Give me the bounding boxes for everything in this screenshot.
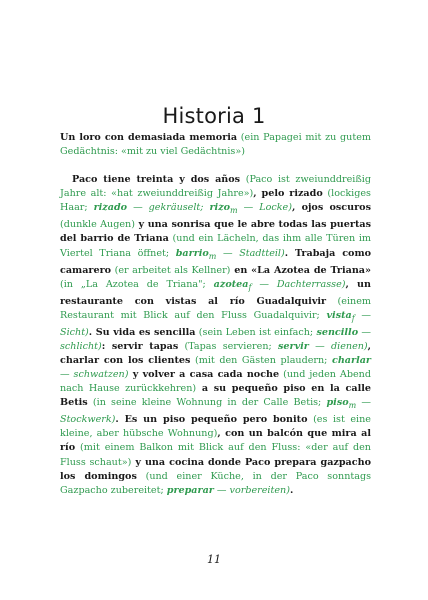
vocab-term: sencillo <box>316 326 359 338</box>
vocab-term: charlar <box>331 354 371 366</box>
german-gloss: (mit einem Balkon mit Blick auf den Fluss: «der auf den Fluss schaut») <box>60 442 371 468</box>
german-gloss: (und einer Küche, in der Paco sonntags Gazpacho zubereitet; <box>60 470 372 496</box>
chapter-title: Historia 1 <box>162 104 266 129</box>
spanish-text: . Trabaja como camarero <box>60 247 371 276</box>
german-gloss: (Tapas servieren; <box>178 340 279 352</box>
spanish-text: Un loro con demasiada memoria <box>60 132 238 143</box>
story-text <box>60 131 371 498</box>
spanish-text: en «La Azotea de Triana» <box>230 264 372 276</box>
german-gloss: (er arbeitet als Kellner) <box>111 264 231 276</box>
gender-marker: f <box>248 282 252 292</box>
paragraph-gap <box>60 159 371 173</box>
german-gloss: (in seine kleine Wohnung in der Calle Betis; <box>87 397 327 409</box>
page-number: 11 <box>207 553 221 566</box>
vocab-meaning: — vorbereiten) <box>213 484 290 496</box>
vocab-term: azotea <box>213 278 249 290</box>
vocab-meaning: — Stadtteil) <box>216 247 285 259</box>
heading-paragraph <box>60 131 371 159</box>
spanish-text: , ojos oscuros <box>291 202 371 214</box>
spanish-text: a su pequeño piso en la calle Betis <box>60 383 371 409</box>
german-gloss: (mit den Gästen plaudern; <box>190 354 332 366</box>
vocab-meaning: — Sicht) <box>60 309 371 338</box>
spanish-text: . Es un piso pequeño pero bonito <box>115 414 308 426</box>
spanish-text: y una cocina donde Paco prepara gazpacho los domingos <box>60 456 371 482</box>
german-gloss: (einem Restaurant mit Blick auf den Fluss Guadalquivir; <box>60 295 371 321</box>
german-gloss: (Paco ist zweiunddreißig Jahre alt: «hat zweiunddreißig Jahre») <box>60 174 371 200</box>
vocab-term: preparar <box>166 484 214 496</box>
vocab-term: rizo <box>209 202 231 214</box>
german-gloss: (in „La Azotea de Triana"; <box>60 278 214 290</box>
spanish-text: y una sonrisa que le abre todas las puertas del barrio de Triana <box>60 219 371 245</box>
vocab-meaning: — dienen) <box>308 340 368 352</box>
vocab-term: servir <box>278 340 309 352</box>
spanish-text: , con un balcón que mira al río <box>60 428 372 454</box>
spanish-text: , charlar con los clientes <box>60 340 372 366</box>
spanish-text: , un restaurante con vistas al río Guadalquivir <box>60 278 371 307</box>
vocab-meaning: — schwatzen) <box>60 369 129 381</box>
vocab-term: piso <box>326 397 349 409</box>
story-paragraph <box>60 173 371 498</box>
vocab-meaning: — Dachterrasse) <box>251 278 346 290</box>
gender-marker: m <box>230 206 238 216</box>
gender-marker: f <box>351 313 355 323</box>
german-gloss: (ein Papagei mit zu gutem Gedächtnis: «mit zu viel Gedächtnis») <box>60 132 371 158</box>
vocab-meaning: — Locke) <box>237 202 292 214</box>
spanish-text: Paco tiene treinta y dos años <box>72 174 241 186</box>
spanish-text: , pelo rizado <box>253 188 323 200</box>
vocab-term: vista <box>326 309 352 321</box>
spanish-text: : servir tapas <box>101 340 179 352</box>
german-gloss: (und jeden Abend nach Hause zurückkehren) <box>60 369 372 395</box>
spanish-text: . <box>289 484 294 496</box>
german-gloss: (es ist eine kleine, aber hübsche Wohnung) <box>60 414 371 440</box>
vocab-term: barrio <box>175 247 209 259</box>
spanish-text: y volver a casa cada noche <box>128 369 280 381</box>
vocab-meaning: — gekräuselt; <box>127 202 210 214</box>
vocab-meaning: — schlicht) <box>60 326 371 352</box>
german-gloss: (lockiges Haar; <box>60 188 371 214</box>
vocab-term: rizado <box>93 202 128 214</box>
german-gloss: (sein Leben ist einfach; <box>195 326 317 338</box>
vocab-meaning: — Stockwerk) <box>60 397 371 426</box>
german-gloss: (dunkle Augen) <box>60 219 135 231</box>
gender-marker: m <box>348 401 357 411</box>
spanish-text: . Su vida es sencilla <box>88 326 196 338</box>
gender-marker: m <box>208 251 217 261</box>
german-gloss: (und ein Lächeln, das ihm alle Türen im Viertel Triana öffnet; <box>60 233 371 259</box>
